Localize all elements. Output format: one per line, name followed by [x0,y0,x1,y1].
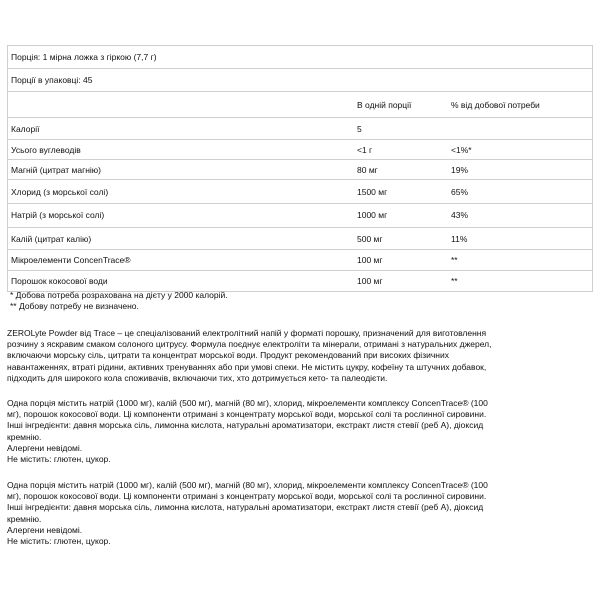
paragraph-line: Алергени невідомі. [7,524,83,535]
nutrient-amount: <1 г [357,145,373,155]
table-row [8,204,592,228]
paragraph-line: Інші інгредієнти: давня морська сіль, лимонна кислота, натуральні ароматизатори, екстракт листя стевії (реб А), діоксид [7,502,484,513]
table-row [8,228,592,250]
nutrient-amount: 1000 мг [357,210,388,220]
footnote: ** Добову потребу не визначено. [10,301,139,311]
paragraph-line: розчину з яскравим смаком солоного цитрусу. Формула поєднує електроліти та мінерали, отримані з натуральних джерел, [7,339,492,350]
product-description [7,328,592,384]
servings-per-container: Порції в упаковці: 45 [11,75,93,85]
servings-per-container-row [8,69,592,92]
paragraph-line: навантаженнях, втраті рідини, активних тренуваннях або при умові спеки. Не містить цукру, кофеїну та штучних добавок, [7,361,487,372]
composition-block [7,480,592,547]
nutrient-name: Магній (цитрат магнію) [11,165,102,175]
footnote: * Добова потреба розрахована на дієту у 2000 калорій. [10,290,228,300]
nutrient-amount: 1500 мг [357,187,388,197]
nutrient-amount: 5 [357,124,362,134]
nutrient-daily-value: 19% [451,165,469,175]
daily-value-header: % від добової потреби [451,100,540,110]
nutrient-name: Натрій (з морської солі) [11,210,105,220]
paragraph-line: кремнію. [7,513,42,524]
table-row [8,160,592,180]
table-footnotes [10,290,228,312]
nutrient-daily-value: 11% [451,234,468,244]
nutrient-daily-value: ** [451,255,458,265]
paragraph-line: Не містить: глютен, цукор. [7,536,111,547]
composition-block [7,398,592,465]
nutrient-name: Порошок кокосової води [11,276,108,286]
nutrient-daily-value: 65% [451,187,469,197]
table-header-row [8,92,592,118]
paragraph-line: Інші інгредієнти: давня морська сіль, лимонна кислота, натуральні ароматизатори, екстракт листя стевії (реб А), діоксид [7,420,484,431]
nutrient-amount: 100 мг [357,276,383,286]
table-row [8,118,592,140]
paragraph-line: ZEROLyte Powder від Trace – це спеціалізований електролітний напій у форматі порошку, призначений для виготовлення [7,328,487,338]
per-serving-header: В одній порції [357,100,412,110]
paragraph-line: мг), порошок кокосової води. Ці компоненти отримані з концентрату морської води, морської солі та рослинної сировини. [7,491,487,502]
nutrient-daily-value: <1%* [451,145,472,155]
nutrient-name: Хлорид (з морської солі) [11,187,109,197]
table-row [8,180,592,204]
nutrition-facts-table [7,45,593,292]
nutrient-name: Усього вуглеводів [11,145,81,155]
nutrient-amount: 100 мг [357,255,383,265]
table-row [8,271,592,291]
table-row [8,140,592,160]
paragraph-line: Одна порція містить натрій (1000 мг), калій (500 мг), магній (80 мг), хлорид, мікроелементи комплексу ConcenTrace® (100 [7,480,488,490]
paragraph-line: Одна порція містить натрій (1000 мг), калій (500 мг), магній (80 мг), хлорид, мікроелементи комплексу ConcenTrace® (100 [7,398,488,408]
nutrient-name: Калій (цитрат калію) [11,234,92,244]
paragraph-line: Алергени невідомі. [7,442,83,453]
nutrient-daily-value: 43% [451,210,469,220]
nutrient-name: Калорії [11,124,40,134]
serving-size: Порція: 1 мірна ложка з гіркою (7,7 г) [11,52,157,62]
paragraph-line: включаючи морську сіль, цитрати та концентрат морської води. Продукт рекомендований при високих фізичних [7,350,449,361]
nutrient-amount: 500 мг [357,234,383,244]
paragraph-line: мг), порошок кокосової води. Ці компоненти отримані з концентрату морської води, морської солі та рослинної сировини. [7,409,487,420]
nutrient-amount: 80 мг [357,165,378,175]
serving-size-row [8,46,592,69]
table-row [8,250,592,271]
paragraph-line: Не містить: глютен, цукор. [7,454,111,465]
nutrient-daily-value: ** [451,276,458,286]
paragraph-line: кремнію. [7,431,42,442]
paragraph-line: підходить для широкого кола споживачів, включаючи тих, хто дотримується кето- та палеодієти. [7,372,388,383]
nutrient-name: Мікроелементи ConcenTrace® [11,255,131,265]
